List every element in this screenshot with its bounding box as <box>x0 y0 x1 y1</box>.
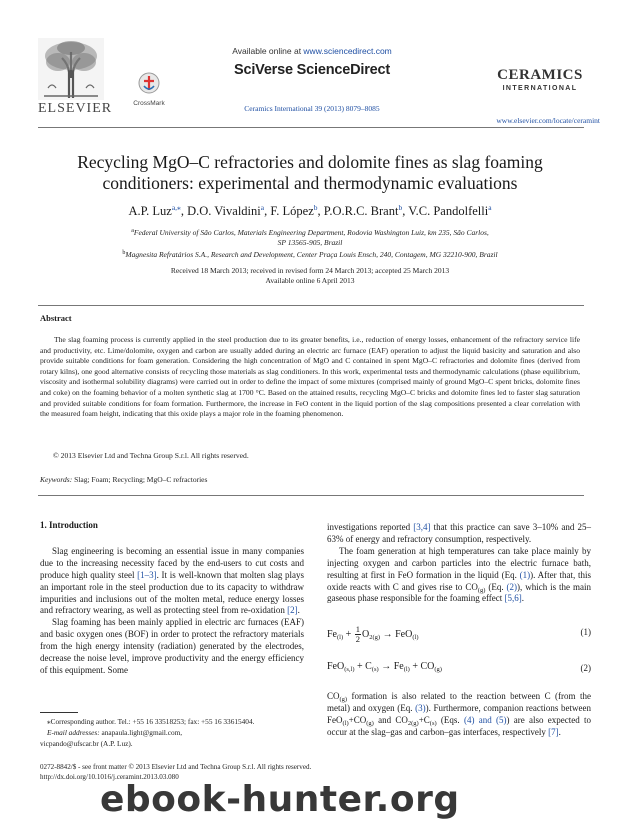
intro-paragraph-2: Slag foaming has been mainly applied in electric arc furnaces (EAF) and basic oxygen ones (BOF) in order to protect the refractory materials from the high energy intensity (radiation) generated by the electrodes, decrease the noise level, improve productivity and the energy efficiency of this equipment. Some <box>40 617 304 675</box>
elsevier-logo <box>38 38 113 117</box>
journal-name-line1: CERAMICS <box>497 67 583 83</box>
affiliation-a <box>60 226 560 248</box>
fraction: $\frac{1}{2}$ <box>355 624 361 645</box>
affiliation-b <box>60 248 560 260</box>
citation-link[interactable]: [3,4] <box>413 522 431 532</box>
body-left-column <box>40 516 304 677</box>
intro-paragraph-4: The foam generation at high temperatures can take place mainly by injecting oxygen and carbon particles into the electric furnace bath, resulting at first in FeO formation in the liquid (Eq. (1)). After that, this oxide reacts with C and gives rise to $CO_{(g)}$ (Eq. (2)), which is the main gaseous phase responsible for the foaming effect [5,6]. <box>327 545 591 604</box>
author-affiliation-mark[interactable]: b <box>398 203 403 212</box>
abstract-text: The slag foaming process is currently applied in the steel production due to its greater benefits, i.e., reduction of energy losses, enhancement of the refractory service life and productivity, etc. Lime/dolomite, oxygen and carbon are usually added during an electric arc furnace (EAF) operation to adjust the liquid basicity and saturation and also provide suitable conditions for foam generation. Considering the high concentration of MgO and C contained in spent MgO–C refractories and dolomite fines (derived from rotary kilns), one good alternative consists of recycling those materials as slag conditioners. In this work, experimental tests and thermodynamic calculations (phase equilibrium, viscosity and isothermal solubility diagrams) were carried out in order to define the impact of some mixtures (comprised mainly of ground MgO–C spent bricks, dolomite fines and coke) on the foaming behavior of a molten synthetic slag at 1700 °C. Based on the attained results, recycling MgO–C bricks and dolomite fines led to faster slag saturation and provided suitable conditions for foam formation. Furthermore, the increase in FeO content in the liquid portion of the slag compositions presented a clear correlation with the measured foam height, indicating that this oxide plays a major role in the foaming phenomenon. <box>40 335 580 419</box>
equation-2 <box>327 655 591 685</box>
affiliation-b-text: Magnesita Refratários S.A., Research and Development, Center Praça Louis Ensch, 240, Contagem, MG 32210-900, Brazil <box>125 250 498 259</box>
affiliation-a-line2: SP 13565-905, Brazil <box>277 238 343 247</box>
email-address[interactable]: vicpando@ufscar.br (A.P. Luz). <box>40 738 133 748</box>
journal-name-line2: INTERNATIONAL <box>502 85 578 92</box>
corresponding-author-note: ⁎Corresponding author. Tel.: +55 16 33518253; fax: +55 16 33615404. <box>47 717 255 726</box>
citation-link[interactable]: [5,6] <box>504 593 522 604</box>
email-note <box>40 728 304 739</box>
crossmark-label: CrossMark <box>133 100 165 107</box>
publisher-name: ELSEVIER <box>38 101 113 116</box>
crossmark-icon <box>138 72 160 94</box>
journal-citation[interactable]: Ceramics International 39 (2013) 8079–8085 <box>244 104 380 113</box>
platform-name: SciVerse ScienceDirect <box>233 62 390 78</box>
equation-link[interactable]: (2) <box>506 581 518 592</box>
intro-paragraph-5: $CO_{(g)}$ formation is also related to the reaction between C (from the metal) and oxygen (Eq. (3)). Furthermore, companion reactions between $FeO_{(l)}+CO_{(g)}$ and $CO_{2(g)}+C_{(s)}$ (Eqs. (4) and (5)) are also expected to occur at the slag–gas and carbon–gas interfaces, respectively [7]. <box>327 691 592 738</box>
author-separator: , <box>264 204 271 218</box>
equation-2-body: $FeO_{(s,l)} + C_{(s)} \to Fe_{(l)} + CO_{(g)}$ <box>327 661 442 674</box>
available-online <box>212 46 412 56</box>
abstract-bottom-divider <box>38 495 584 496</box>
body-right-column <box>327 522 591 739</box>
title-line2: conditioners: experimental and thermodynamic evaluations <box>102 173 518 193</box>
watermark: ebook-hunter.org <box>100 779 460 820</box>
equation-link[interactable]: (3) <box>415 703 426 714</box>
intro-paragraph-1: Slag engineering is becoming an essential issue in many companies due to the increasing necessity faced by the end-users to cut costs and produce high quality steel [1–3]. It is well-known that molten slag plays an important role in the steel production due to its capacity to withdraw impurities and inclusions out of the molten metal, reduce energy losses and refractory wearing, as well as protecting steel from re-oxidation [2]. <box>40 545 304 616</box>
abstract-top-divider <box>38 305 584 306</box>
elsevier-tree-icon <box>38 38 104 100</box>
abstract-copyright: © 2013 Elsevier Ltd and Techna Group S.r.l. All rights reserved. <box>53 451 249 460</box>
equation-link[interactable]: (1) <box>519 569 531 580</box>
author-separator: , <box>402 204 409 218</box>
journal-url-link[interactable]: www.elsevier.com/locate/ceramint <box>496 116 600 125</box>
author-affiliation-mark[interactable]: b <box>313 203 318 212</box>
author-separator: , <box>317 204 324 218</box>
received-dates: Received 18 March 2013; received in revised form 24 March 2013; accepted 25 March 2013 <box>170 266 450 275</box>
author-separator: , <box>180 204 188 218</box>
author-name: F. López <box>270 204 314 218</box>
citation-link[interactable]: [2] <box>287 605 298 616</box>
author-name: P.O.R.C. Brant <box>323 204 399 218</box>
email-address[interactable]: anapaula.light@gmail.com, <box>99 727 183 737</box>
affiliation-a-line1: Federal University of São Carlos, Materials Engineering Department, Rodovia Washington Luiz, km 235, São Carlos, <box>133 228 489 237</box>
journal-header <box>0 0 620 130</box>
email-label: E-mail addresses: <box>47 727 100 737</box>
affiliation-b-mark: b <box>122 250 126 256</box>
author-name: D.O. Vivaldini <box>187 204 261 218</box>
citation-link[interactable]: [1–3] <box>137 569 157 580</box>
keywords-label: Keywords: <box>40 475 73 484</box>
affiliation-a-mark: a <box>131 228 134 234</box>
article-title <box>40 152 580 194</box>
intro-paragraph-3: investigations reported [3,4] that this practice can save 3–10% and 25–63% of energy and refractory consumption, respectively. <box>327 522 591 544</box>
journal-logo <box>490 68 590 92</box>
sciencedirect-link[interactable]: www.sciencedirect.com <box>303 46 392 56</box>
author-affiliation-mark[interactable]: a <box>260 203 265 212</box>
available-prefix: Available online at <box>232 46 304 56</box>
available-online-date: Available online 6 April 2013 <box>265 276 355 285</box>
front-matter-line: 0272-8842/$ - see front matter © 2013 Elsevier Ltd and Techna Group S.r.l. All rights reserved. <box>40 763 312 771</box>
author-name: A.P. Luz <box>128 204 172 218</box>
abstract-heading: Abstract <box>40 313 72 323</box>
footnotes <box>40 717 304 749</box>
equation-1-number: (1) <box>580 627 591 638</box>
crossmark-badge[interactable] <box>127 72 171 107</box>
header-divider <box>38 127 584 128</box>
doi-link[interactable]: http://dx.doi.org/10.1016/j.ceramint.2013.03.080 <box>40 773 179 781</box>
author-affiliation-mark[interactable]: a,⁎ <box>171 203 181 212</box>
equation-1-body: $Fe_{(l)}$ + $\frac{1}{2}$ $O_{2(g)} \to FeO_{(l)}$ <box>327 624 419 645</box>
keywords-list: Slag; Foam; Recycling; MgO–C refractories <box>74 475 208 484</box>
section-heading-introduction: 1. Introduction <box>40 520 98 530</box>
citation-link[interactable]: [7] <box>548 727 559 738</box>
author-affiliation-mark[interactable]: a <box>488 203 492 212</box>
title-line1: Recycling MgO–C refractories and dolomite fines as slag foaming <box>77 152 543 172</box>
author-name: V.C. Pandolfelli <box>408 204 489 218</box>
article-dates <box>60 266 560 286</box>
equation-link[interactable]: (4) and (5) <box>463 715 507 726</box>
equation-2-number: (2) <box>580 663 591 674</box>
author-list <box>40 203 580 219</box>
footnote-divider <box>40 712 78 713</box>
keywords <box>40 475 207 484</box>
equation-1 <box>327 619 591 649</box>
